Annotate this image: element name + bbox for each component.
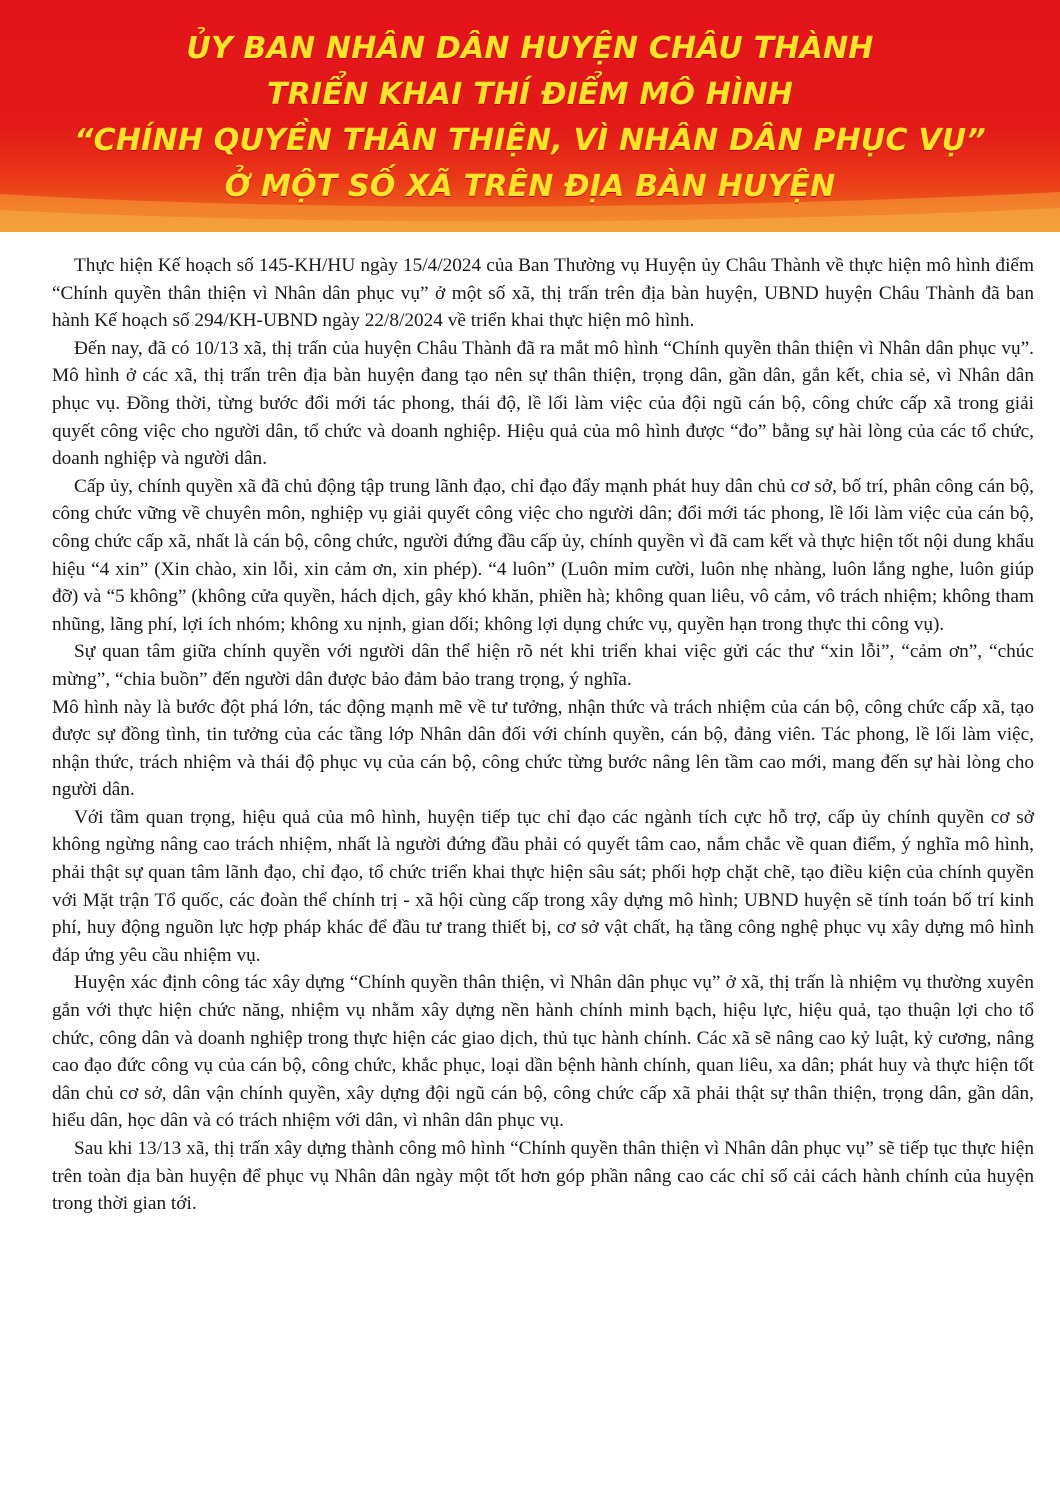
paragraph-2: Đến nay, đã có 10/13 xã, thị trấn của huyện Châu Thành đã ra mắt mô hình “Chính quyền thân thiện vì Nhân dân phục vụ”. Mô hình ở các xã, thị trấn trên địa bàn huyện đang tạo nên sự thân thiện, trọng dân, gần dân, gắn kết, chia sẻ, vì Nhân dân phục vụ. Đồng thời, từng bước đổi mới tác phong, thái độ, lề lối làm việc của đội ngũ cán bộ, công chức cấp xã trong giải quyết công việc cho người dân, tổ chức và doanh nghiệp. Hiệu quả của mô hình được “đo” bằng sự hài lòng của các tổ chức, doanh nghiệp và người dân. — [52, 337, 1034, 470]
header-banner — [0, 0, 1060, 232]
headline — [0, 26, 1060, 210]
paragraph-8: Sau khi 13/13 xã, thị trấn xây dựng thành công mô hình “Chính quyền thân thiện vì Nhân dân phục vụ” sẽ tiếp tục thực hiện trên toàn địa bàn huyện để phục vụ Nhân dân ngày một tốt hơn góp phần nâng cao các chỉ số cải cách hành chính của huyện trong thời gian tới. — [52, 1138, 1034, 1215]
headline-line-2: TRIỂN KHAI THÍ ĐIỂM MÔ HÌNH — [266, 77, 794, 112]
paragraph-3: Cấp ủy, chính quyền xã đã chủ động tập trung lãnh đạo, chỉ đạo đẩy mạnh phát huy dân chủ cơ sở, bố trí, phân công cán bộ, công chức vững về chuyên môn, nghiệp vụ giải quyết công việc cho người dân; đổi mới tác phong, lề lối làm việc của cán bộ, công chức cấp xã, nhất là cán bộ, công chức, người đứng đầu cấp ủy, chính quyền vì đã cam kết và thực hiện tốt nội dung khẩu hiệu “4 xin” (Xin chào, xin lỗi, xin cảm ơn, xin phép). “4 luôn” (Luôn mỉm cười, luôn nhẹ nhàng, luôn lắng nghe, luôn giúp đỡ) và “5 không” (không cửa quyền, hách dịch, gây khó khăn, phiền hà; không quan liêu, vô cảm, vô trách nhiệm; không tham nhũng, lãng phí, lợi ích nhóm; không xu nịnh, gian dối; không lợi dụng chức vụ, quyền hạn trong thực thi công vụ). — [52, 475, 1034, 635]
article-body — [52, 252, 1034, 1218]
headline-line-3: “CHÍNH QUYỀN THÂN THIỆN, VÌ NHÂN DÂN PHỤC VỤ” — [74, 123, 986, 158]
headline-line-4: Ở MỘT SỐ XÃ TRÊN ĐỊA BÀN HUYỆN — [224, 169, 836, 204]
paragraph-1: Thực hiện Kế hoạch số 145-KH/HU ngày 15/4/2024 của Ban Thường vụ Huyện ủy Châu Thành về thực hiện mô hình điểm “Chính quyền thân thiện vì Nhân dân phục vụ” ở một số xã, thị trấn trên địa bàn huyện, UBND huyện Châu Thành đã ban hành Kế hoạch số 294/KH-UBND ngày 22/8/2024 về triển khai thực hiện mô hình. — [52, 255, 1034, 332]
paragraph-7: Huyện xác định công tác xây dựng “Chính quyền thân thiện, vì Nhân dân phục vụ” ở xã, thị trấn là nhiệm vụ thường xuyên gắn với thực hiện chức năng, nhiệm vụ nhằm xây dựng nền hành chính minh bạch, hiệu lực, hiệu quả, tạo thuận lợi cho tổ chức, công dân và doanh nghiệp trong thực hiện các giao dịch, thủ tục hành chính. Các xã sẽ nâng cao kỷ luật, kỷ cương, nâng cao đạo đức công vụ của cán bộ, công chức, khắc phục, loại dần bệnh hành chính, quan liêu, xa dân; phát huy và thực hiện tốt dân chủ cơ sở, dân vận chính quyền, xây dựng đội ngũ cán bộ, công chức cấp xã phải thật sự thân thiện, trọng dân, gần dân, hiểu dân, học dân và có trách nhiệm với dân, vì nhân dân phục vụ. — [52, 972, 1034, 1132]
paragraph-4: Sự quan tâm giữa chính quyền với người dân thể hiện rõ nét khi triển khai việc gửi các thư “xin lỗi”, “cảm ơn”, “chúc mừng”, “chia buồn” đến người dân được bảo đảm bảo trang trọng, ý nghĩa. — [52, 641, 1034, 690]
paragraph-6: Với tầm quan trọng, hiệu quả của mô hình, huyện tiếp tục chỉ đạo các ngành tích cực hỗ trợ, cấp ủy chính quyền cơ sở không ngừng nâng cao trách nhiệm, nhất là người đứng đầu phải có quyết tâm cao, nắm chắc về quan điểm, ý nghĩa mô hình, phải thật sự quan tâm lãnh đạo, chỉ đạo, tổ chức triển khai thực hiện sâu sát; phối hợp chặt chẽ, tạo điều kiện của chính quyền với Mặt trận Tổ quốc, các đoàn thể chính trị - xã hội cùng cấp trong xây dựng mô hình; UBND huyện sẽ tính toán bố trí kinh phí, huy động nguồn lực hợp pháp khác để đầu tư trang thiết bị, cơ sở vật chất, hạ tầng công nghệ phục vụ xây dựng mô hình đáp ứng yêu cầu nhiệm vụ. — [52, 806, 1034, 966]
headline-line-1: ỦY BAN NHÂN DÂN HUYỆN CHÂU THÀNH — [186, 31, 874, 66]
paragraph-5: Mô hình này là bước đột phá lớn, tác động mạnh mẽ về tư tưởng, nhận thức và trách nhiệm của cán bộ, công chức cấp xã, tạo được sự đồng tình, tin tưởng của các tầng lớp Nhân dân đối với chính quyền, cán bộ, đảng viên. Tác phong, lề lối làm việc, nhận thức, trách nhiệm và thái độ phục vụ của cán bộ, công chức từng bước nâng lên tầm cao mới, mang đến sự hài lòng cho người dân. — [52, 696, 1034, 801]
